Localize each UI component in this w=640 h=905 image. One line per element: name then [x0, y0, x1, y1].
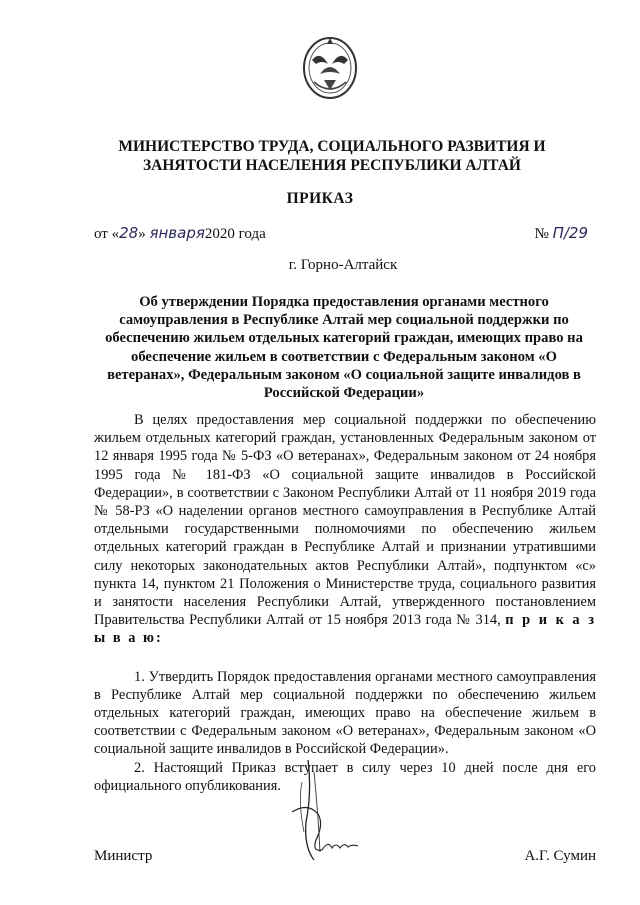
preamble-paragraph [94, 411, 596, 648]
date-day-handwritten: 28 [119, 224, 139, 242]
order-number [535, 224, 588, 243]
date-mid: » [138, 226, 150, 242]
order-date [94, 224, 266, 243]
city-name: г. Горно-Алтайск [288, 257, 398, 273]
order-item-1: 1. Утвердить Порядок предоставления органами местного самоуправления в Республике Алтай мер социальной поддержки по обеспечению жильем отдельных категорий граждан, имеющих право на обеспечение жильем в соответствии с Федеральным законом «О ветеранах», Федеральным законом «О социальной защите инвалидов в Российской Федерации». [94, 668, 596, 758]
ministry-line-1: МИНИСТЕРСТВО ТРУДА, СОЦИАЛЬНОГО РАЗВИТИЯ И [118, 138, 546, 155]
document-type-title: ПРИКАЗ [286, 190, 354, 207]
ministry-name [92, 137, 572, 175]
signer-name: А.Г. Сумин [524, 848, 596, 864]
number-value-handwritten: П/29 [552, 224, 588, 242]
number-prefix: № [534, 226, 553, 242]
coat-of-arms-emblem [298, 30, 362, 102]
order-subject: Об утверждении Порядка предоставления органами местного самоуправления в Республике Алтай мер социальной поддержки по обеспечению жильем отдельных категорий граждан, имеющих право на обеспечение жильем в соответствии с Федеральным законом «О ветеранах», Федеральным законом «О социальной защите инвалидов в Российской Федерации» [105, 294, 583, 402]
signer-position: Министр [94, 848, 153, 864]
ministry-line-2: ЗАНЯТОСТИ НАСЕЛЕНИЯ РЕСПУБЛИКИ АЛТАЙ [143, 157, 521, 174]
date-year: 2020 года [204, 226, 266, 242]
date-prefix: от « [94, 226, 120, 242]
order-body [94, 411, 596, 795]
preamble-text: В целях предоставления мер социальной поддержки по обеспечению жильем отдельных категорий граждан, установленных Федеральным законом от 12 января 1995 года № 5-ФЗ «О ветеранах», Федеральным законом от 24 ноября 1995 года № 181-ФЗ «О социальной защите инвалидов в Российской Федерации», в соответствии с Законом Республики Алтай от 11 ноября 2019 года № 58-РЗ «О наделении органов местного самоуправления в Республике Алтай отдельными государственными полномочиями по обеспечению жильем отдельных категорий граждан в Республике Алтай и признании утратившими силу некоторых законодательных актов Республики Алтай», подпунктом «с» пункта 14, пунктом 21 Положения о Министерстве труда, социального развития и занятости населения Республики Алтай, утвержденного постановлением Правительства Республики Алтай от 15 ноября 2013 года № 314, [94, 412, 596, 629]
handwritten-signature [278, 752, 368, 872]
date-month-handwritten: января [149, 224, 205, 242]
order-item-2: 2. Настоящий Приказ вступает в силу через 10 дней после дня его официального опубликования. [94, 759, 596, 794]
order-word: п р и к а з ы в а ю: [94, 612, 596, 647]
